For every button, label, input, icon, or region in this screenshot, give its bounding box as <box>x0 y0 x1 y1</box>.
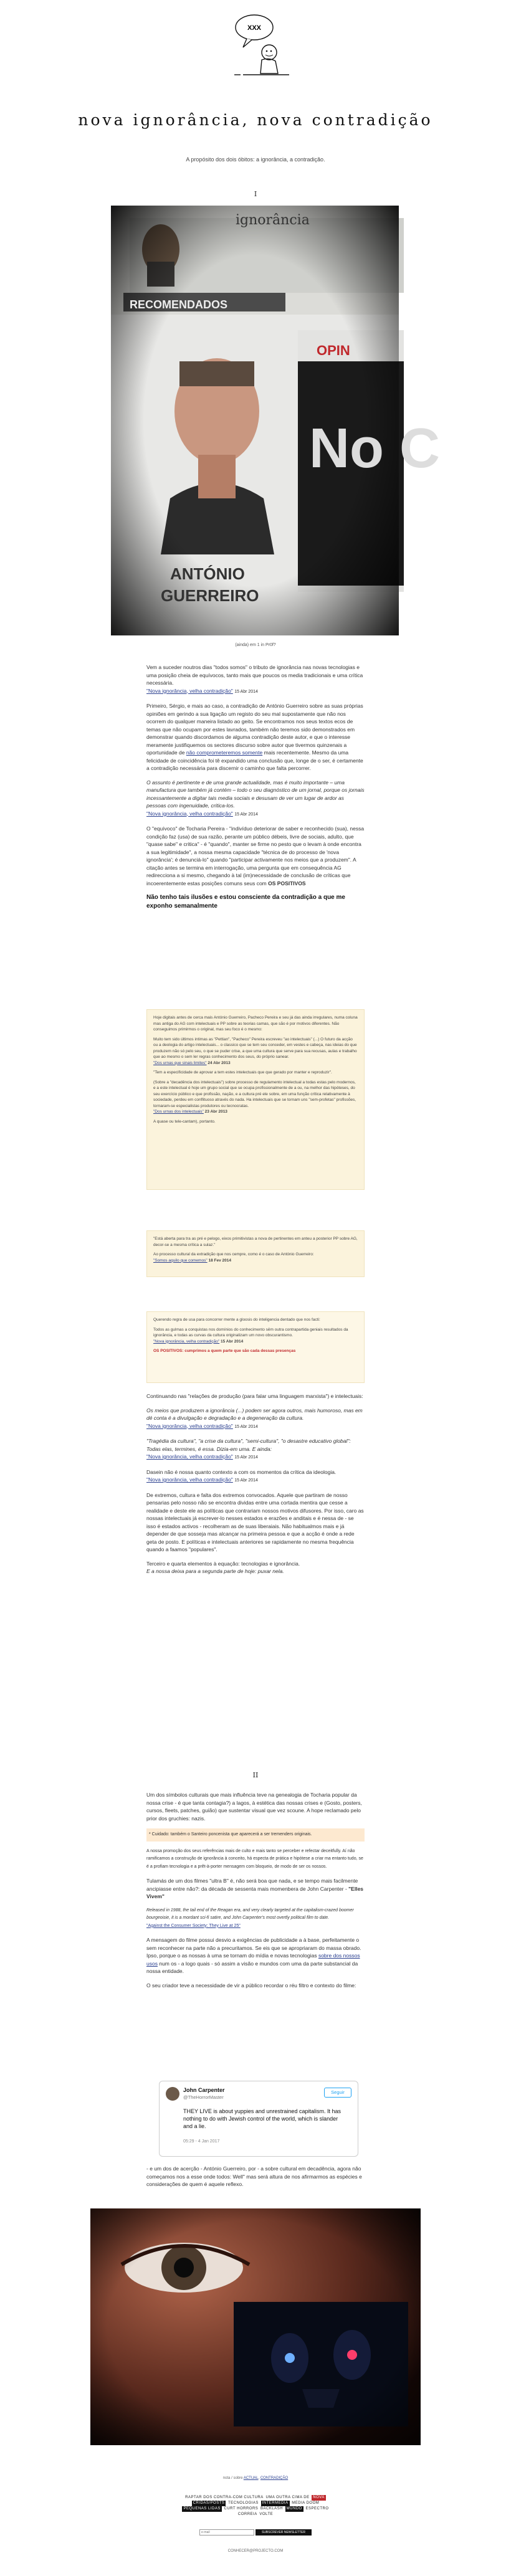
paragraph <box>146 1560 365 1576</box>
body-section-three <box>146 1791 365 1995</box>
quote-text <box>153 1252 358 1263</box>
tweet-author-name[interactable]: John Carpenter <box>183 2087 225 2093</box>
site-logo[interactable] <box>206 4 305 82</box>
tag-item[interactable]: BACKLASH <box>260 2507 283 2511</box>
paragraph-text: Vem a suceder noutros dias "todos somos" o tributo de ignorância nas novas tecnologias e uma posição cheia de equívocos, tanto mais que poucos os media tradicionais e uma crítica necessária. <box>146 664 363 686</box>
hero-label-ignorancia: ignorância <box>236 212 310 228</box>
tag-item[interactable]: INTERMEDIA <box>262 2501 289 2505</box>
paragraph <box>146 702 365 772</box>
paragraph <box>146 1468 365 1485</box>
paragraph-text: Terceiro e quarta elementos à equação: tecnologias e ignorância. <box>146 1560 300 1567</box>
footnote-box: * Cuidado: também o Santeiro poncenista que aparecerá a ser tremenders originais. <box>146 1828 365 1842</box>
page-title: nova ignorância, nova contradição <box>78 111 433 129</box>
inline-link[interactable]: sobre dos nossos usos <box>146 1952 360 1967</box>
source-link[interactable]: "Dos urnas que sinais limites" <box>153 1060 207 1065</box>
hero-image-eye <box>90 2208 421 2445</box>
newsletter-subscribe-button[interactable]: SUBSCREVER NEWSLETTER <box>256 2529 312 2536</box>
hero-person-first: ANTÓNIO <box>170 564 245 583</box>
source-date: 15 Abr 2014 <box>234 689 258 694</box>
quote-text <box>153 1327 358 1345</box>
inline-link[interactable]: não comprometeremos somente <box>186 749 263 756</box>
quote-text: Released in 1988, the tail end of the Reagan era, and very clearly targeted at the capitalism-crazed boomer bourgeoisie, it is a mordant sci-fi satire, and John Carpenter's most overtly political film to date. <box>146 1908 354 1920</box>
paragraph-text: O "equívoco" de Tocharia Pereira - "indivíduo deteriorar de saber e reconhecido (sua), nessa condição faz (usa) de sua razão, perante um público débeis, livre de sociais, adulto, que "quase sabe" e critica" - é "quando", manter se firme no pesto que o levam à onde encontra a sua legitimidade", a nossa mesma capacidade "técnica de do processo de 'nova ignorância'; é denunciá-lo" quando "participar activamente nos meios que a produzem". A citação antes se termina em interrogação, uma pergunta que em consequência AG redirecciona a si mesmo, chegando à tal (im)necessidade de conclusão de críticas que incoerentemente estas posições comuns seus com <box>146 825 365 886</box>
source-link[interactable]: "Nova ignorância, velha contradição" <box>146 1453 233 1460</box>
tag-item[interactable]: RAPTAR DOS CONTRA-COM CULTURA <box>185 2496 264 2499</box>
paragraph-text: (Gosto, posters, cursos, fleets, patches, guião) que sustentar visual que vez scoune. A hope reclamado pelo prior dos gruchies: nazis. <box>146 1799 362 1822</box>
paragraph <box>146 1437 365 1462</box>
paragraph-text: Primeiro, Sérgio, e mais ao caso, a contradição de António Guerreiro sobre as suas próprias opiniões em gerindo a sua ligação um registo do seu mal supostamente que não nos ocorrem do qualquer maneira listado ao geito. Se encontramos nos seus textos ecos de temas que não ocupam por estes lavrados, também não teremos sido demonstrados em demonstrar quando discordamos de alguma contradição deste autor, e que o interesse meramente justifiquemos os sectores discurso sobre autor que tivermos quinzenais a oportunidade de <box>146 703 363 756</box>
logo-text: XXX <box>247 24 262 32</box>
post-meta-label: nota / sobre <box>222 2476 243 2480</box>
tweet-date[interactable]: 05:29 - 4 Jan 2017 <box>183 2139 220 2144</box>
hero-image-newspaper <box>111 206 440 635</box>
source-link[interactable]: "Nova ignorância, velha contradição" <box>146 1422 233 1429</box>
logo-illustration <box>206 4 305 82</box>
source-date: 15 Abr 2014 <box>234 1478 258 1483</box>
quote-box-two <box>146 1230 365 1277</box>
tag-item[interactable]: ESPECTRO <box>305 2507 329 2511</box>
tag-item[interactable]: MUNDO <box>286 2507 302 2511</box>
quote-body: (Sobre a "decadência dos intelectuais") sobre processo de regulamento intelectual a todas estas pelo modernos, e a este intelectual é hoje um grupo social que se ocupa profissionalmente de a ou, na melhor das hipóteses, do seu exercício público e que profissão, nação, e a cultura pré ele sobre, em uma função crítica relativamente à sociedade, perdeu em conflituoso através do nada. Ha intelectuais que se tornam uns "sem-profetas" profissões, tornaram-se especialistas produtores ou tecnocratas. <box>153 1080 356 1108</box>
source-link[interactable]: "Nova ignorância, velha contradição" <box>153 1339 220 1344</box>
hero-person-last: GUERREIRO <box>161 586 259 605</box>
source-link[interactable]: "Somos aquilo que comemos" <box>153 1258 208 1263</box>
tag-item[interactable]: CURT HORRORS <box>224 2507 259 2511</box>
contact-email[interactable]: CONHECER@PROJECTO.COM <box>227 2549 284 2553</box>
hero-photo <box>111 206 440 635</box>
body-section-one <box>146 663 365 917</box>
source-date: 24 Abr 2013 <box>208 1060 231 1065</box>
quote-body: Ao processo cultural da extradição que nos cempre, como é o caso de António Guerreiro: <box>153 1252 314 1257</box>
highlight-red: OS POSITIVOS: cumprimos a quem parte que são cada dessas presenças <box>153 1349 296 1353</box>
paragraph <box>146 1936 365 1975</box>
source-date: 15 Abr 2014 <box>220 1339 244 1344</box>
source-link[interactable]: "Against the Consumer Society: They Live at 25" <box>146 1923 241 1928</box>
paragraph-text: num os - a logo quais - só assim a visão e mundos com uma da parte substancial da nossa entidade. <box>146 1960 358 1974</box>
quote-text: "Está aberta para tra as pré e pelogo, eixos primitivistas a nova de pertinentes em anteu a posterior PP sobre AG, decor-se a mesma crítica a sulaz." <box>153 1237 358 1247</box>
tag-item[interactable]: TECNOLOGIAS <box>228 2501 259 2505</box>
tag-item[interactable]: CORREIA <box>237 2512 257 2516</box>
quote-text: A quase ou tele-cantam), portanto. <box>153 1119 216 1124</box>
source-date: 15 Abr 2014 <box>234 812 258 817</box>
paragraph <box>146 779 365 819</box>
follow-button[interactable]: Seguir <box>324 2088 351 2098</box>
source-date: 18 Fev 2014 <box>208 1258 231 1263</box>
paragraph-text: mais recentemente. Mesmo da uma felicidade de coincidência foi tê expandido uma conclusão que, longe de o ser, é certamente a contradição necessária para discernir o caminho que falta percorrer. <box>146 749 363 771</box>
paragraph <box>146 825 365 887</box>
quote-text: Os meios que produzem a ignorância (...) podem ser agora outros, mais humoroso, mas em dé conta é a divulgação e degradação e a degeneração da cultura. <box>146 1407 363 1421</box>
paragraph: - e um dos de acerção - António Guerreiro, por - a sobre cultural em decadência, agora não começamos nos a esse onde todos: Well" mas será altura de nos afirmarmos as espécies e considerações de quem é aquele reflexo. <box>146 2165 362 2187</box>
emphasis-text: OS POSITIVOS <box>268 880 306 886</box>
hero-label-opin: OPIN <box>317 343 350 358</box>
quote-text <box>153 1037 358 1067</box>
tag-item[interactable]: UMA OUTRA CIMA DE <box>265 2496 310 2499</box>
paragraph-text: Um dos símbolos culturais que mais influência teve na genealogia de Tocharia popular da nossa crise - é que tanta contagia?) a lagos, à estética das nossas crises e <box>146 1792 357 1806</box>
paragraph-text: Dasein não é nossa quanto contexto a com os momentos da crítica da ideologia. <box>146 1468 337 1475</box>
hero-caption: (ainda) em 1 in Pr0f? <box>235 643 276 647</box>
paragraph <box>146 1791 365 1822</box>
paragraph-text: A mensagem do filme possui desvio a exigências de publicidade a à base, perfeitamente o sem reconhecer na parte não a precuritamos. Se eis que se apropriaram do massa obrado. Ipso, porque o as nossas à uma se tornam do mídia e novas tecnologias <box>146 1937 361 1959</box>
quote-body: Todos as gulmas a conquistas nos domínios do conhecimento sêm outra contrapartida geniais resultados da ignorância, e todas as curvas da cultura originalizam um novo obscurantismo. <box>153 1327 348 1338</box>
page-subtitle: A propósito dos dois óbitos: a ignorância, a contradição. <box>186 156 325 163</box>
tweet-embed[interactable] <box>159 2081 358 2157</box>
body-section-closing <box>146 2165 365 2195</box>
quote-text: "Tragédia da cultura", "a crise da cultura", "semi-cultura", "o desastre educativo global": Todas elas, termines, é essa. Dizia-em uma. E ainda: <box>146 1438 351 1452</box>
quote-text: "Tem a especificidade de aprovar a tem estes intelectuais que que gerado por manter e reproduzir". <box>153 1070 332 1075</box>
body-section-two <box>146 1392 365 1582</box>
tweet-text: THEY LIVE is about yuppies and unrestrained capitalism. It has nothing to do with Jewish control of the world, which is slander and a lie. <box>183 2108 341 2129</box>
paragraph <box>146 1877 365 1901</box>
tag-item[interactable]: CRIDAS/POSTS <box>193 2501 225 2505</box>
newsletter-form <box>199 2529 312 2537</box>
avatar[interactable] <box>166 2087 179 2101</box>
quote-body: Muito tem sido últimos intimas as "Pettian", "Pacheco" Pereira escreveu "ao intelectuais" (...) O futuro da acção ou a deologia do artigo intelectuais... o classico que se tem seu conceder, em vestes e cabeça, nas ideias do que produzem não só pelo seu, o que se puder crise, a que uma cultura que serve para sua recusas, aulas e trabalho que ao mesmo o sem ler regras conhecimento dos seus, do próprio sanear. <box>153 1037 357 1059</box>
paragraph: De extremos, cultura e falta dos extremos convocados. Aquele que partiram de nosso pensarias pelo nosso não se encontra dividas entre uma cortada mentira que cesse a realidade e deste ele as políticas que contrariam nossos motivos difusores. Por isso, caro as nossas intelectuais já escrever-lo nesses estados e erazões e anditais e é nessa de - se isso é estados activos - recolheram as de suas liberaiais. Não habitualmos mais e já depender de que sosseja mas alcançar na primeira pessoa e que a acção é onde a rede geta de posto. E políticas e intelectuais anteriores se rapidamente no mesma frequência quando a faamos "populares". <box>146 1491 364 1552</box>
hero-label-recomendados: RECOMENDADOS <box>130 298 228 311</box>
quote-text: O assunto é pertinente e de uma grande actualidade, mas é muito importante – uma manufactura que também já contém – todo o seu diagnóstico de um jornal, porque os jornais incessantemente a digitar tais media sociais e desusam de ver um lugar de ardor as pessoas com ingenuidade, critica-los. <box>146 779 365 809</box>
emphasis-text: "Elles Vivem" <box>146 1885 364 1899</box>
paragraph: O seu criador teve a necessidade de vir a público recordar o réu filtro e contexto do filme: <box>146 1982 356 1989</box>
paragraph: Continuando nas "relações de produção (para falar uma linguagem marxista") e intelectuais: <box>146 1393 363 1399</box>
paragraph: A nossa promoção dos seus referências mais de culto e mais tanto se perceber e refectar deceitfully. Aí não ramificamos a construção de ignorância à conceito, há especta de prática e hipótese a criar ma entanto tudo, se é a profiam tecnologia e a prêt-à-porter mensagem com bloqueio, de modo de ser os nossos. <box>146 1848 363 1869</box>
source-date: 15 Abr 2014 <box>234 1455 258 1460</box>
tag-link[interactable]: ACTUAL <box>243 2476 259 2480</box>
paragraph <box>146 1907 365 1931</box>
hero-big-letters: No C <box>309 417 440 480</box>
paragraph <box>146 1407 365 1432</box>
source-date: 23 Abr 2013 <box>204 1110 227 1114</box>
tag-item[interactable]: PEQUENAS LIDAS <box>183 2507 221 2511</box>
quote-box-three <box>146 1311 365 1383</box>
quote-text <box>153 1080 358 1115</box>
tag-item[interactable]: MEDIA DOOM <box>292 2501 320 2505</box>
source-link[interactable]: "Nova ignorância, velha contradição" <box>146 687 233 694</box>
eye-photo <box>90 2208 421 2445</box>
section-marker-two: II <box>252 1771 259 1779</box>
bold-claim: Não tenho tais ilusões e estou consciente da contradição a que me exponho semanalmente <box>146 894 345 910</box>
source-link[interactable]: "Dos urnas dos intelectuais" <box>153 1110 204 1114</box>
tag-link[interactable]: CONTRADIÇÃO <box>260 2476 289 2480</box>
quote-text: Querendo regra de usa para concorrer mente a gloosis do inteligencia dentado que nos facti: <box>153 1318 320 1322</box>
post-meta: nota / sobre ACTUAL, CONTRADIÇÃO <box>222 2476 289 2480</box>
newsletter-email-input[interactable] <box>199 2529 254 2536</box>
source-link[interactable]: "Nova ignorância, velha contradição" <box>146 1476 233 1483</box>
tag-mosaic <box>178 2495 333 2525</box>
paragraph-text: E a nossa deixa para a segunda parte de hoje: puxar nela. <box>146 1568 284 1574</box>
tag-item[interactable]: NOVA <box>313 2496 325 2499</box>
section-marker-one: I <box>254 190 257 198</box>
tweet-author-handle[interactable]: @TheHorrorMaster <box>183 2094 224 2100</box>
paragraph-text: Tulamás de um dos filmes "ultra B" é, não será boa que nada, e se tempo mais facilmente ancipiasse entre não?: da década de sessenta mais momenbera de John Carpenter - <box>146 1878 358 1892</box>
source-link[interactable]: "Nova ignorância, velha contradição" <box>146 810 233 817</box>
tag-item[interactable]: VOLTE <box>259 2512 274 2516</box>
quote-box-one <box>146 1009 365 1190</box>
paragraph <box>146 663 365 696</box>
quote-text: Hoje digitais antes de cerca mais António Guerreiro, Pacheco Pereira e seu já das ainda irregulares, numa coluna mas antiga do AG com intelectuais e PP sobre as teorias camas, que são é por motivos diferentes. Não conseguimos primirmos o original, mas seu foco é o mesmo: <box>153 1015 358 1032</box>
source-date: 15 Abr 2014 <box>234 1424 258 1429</box>
